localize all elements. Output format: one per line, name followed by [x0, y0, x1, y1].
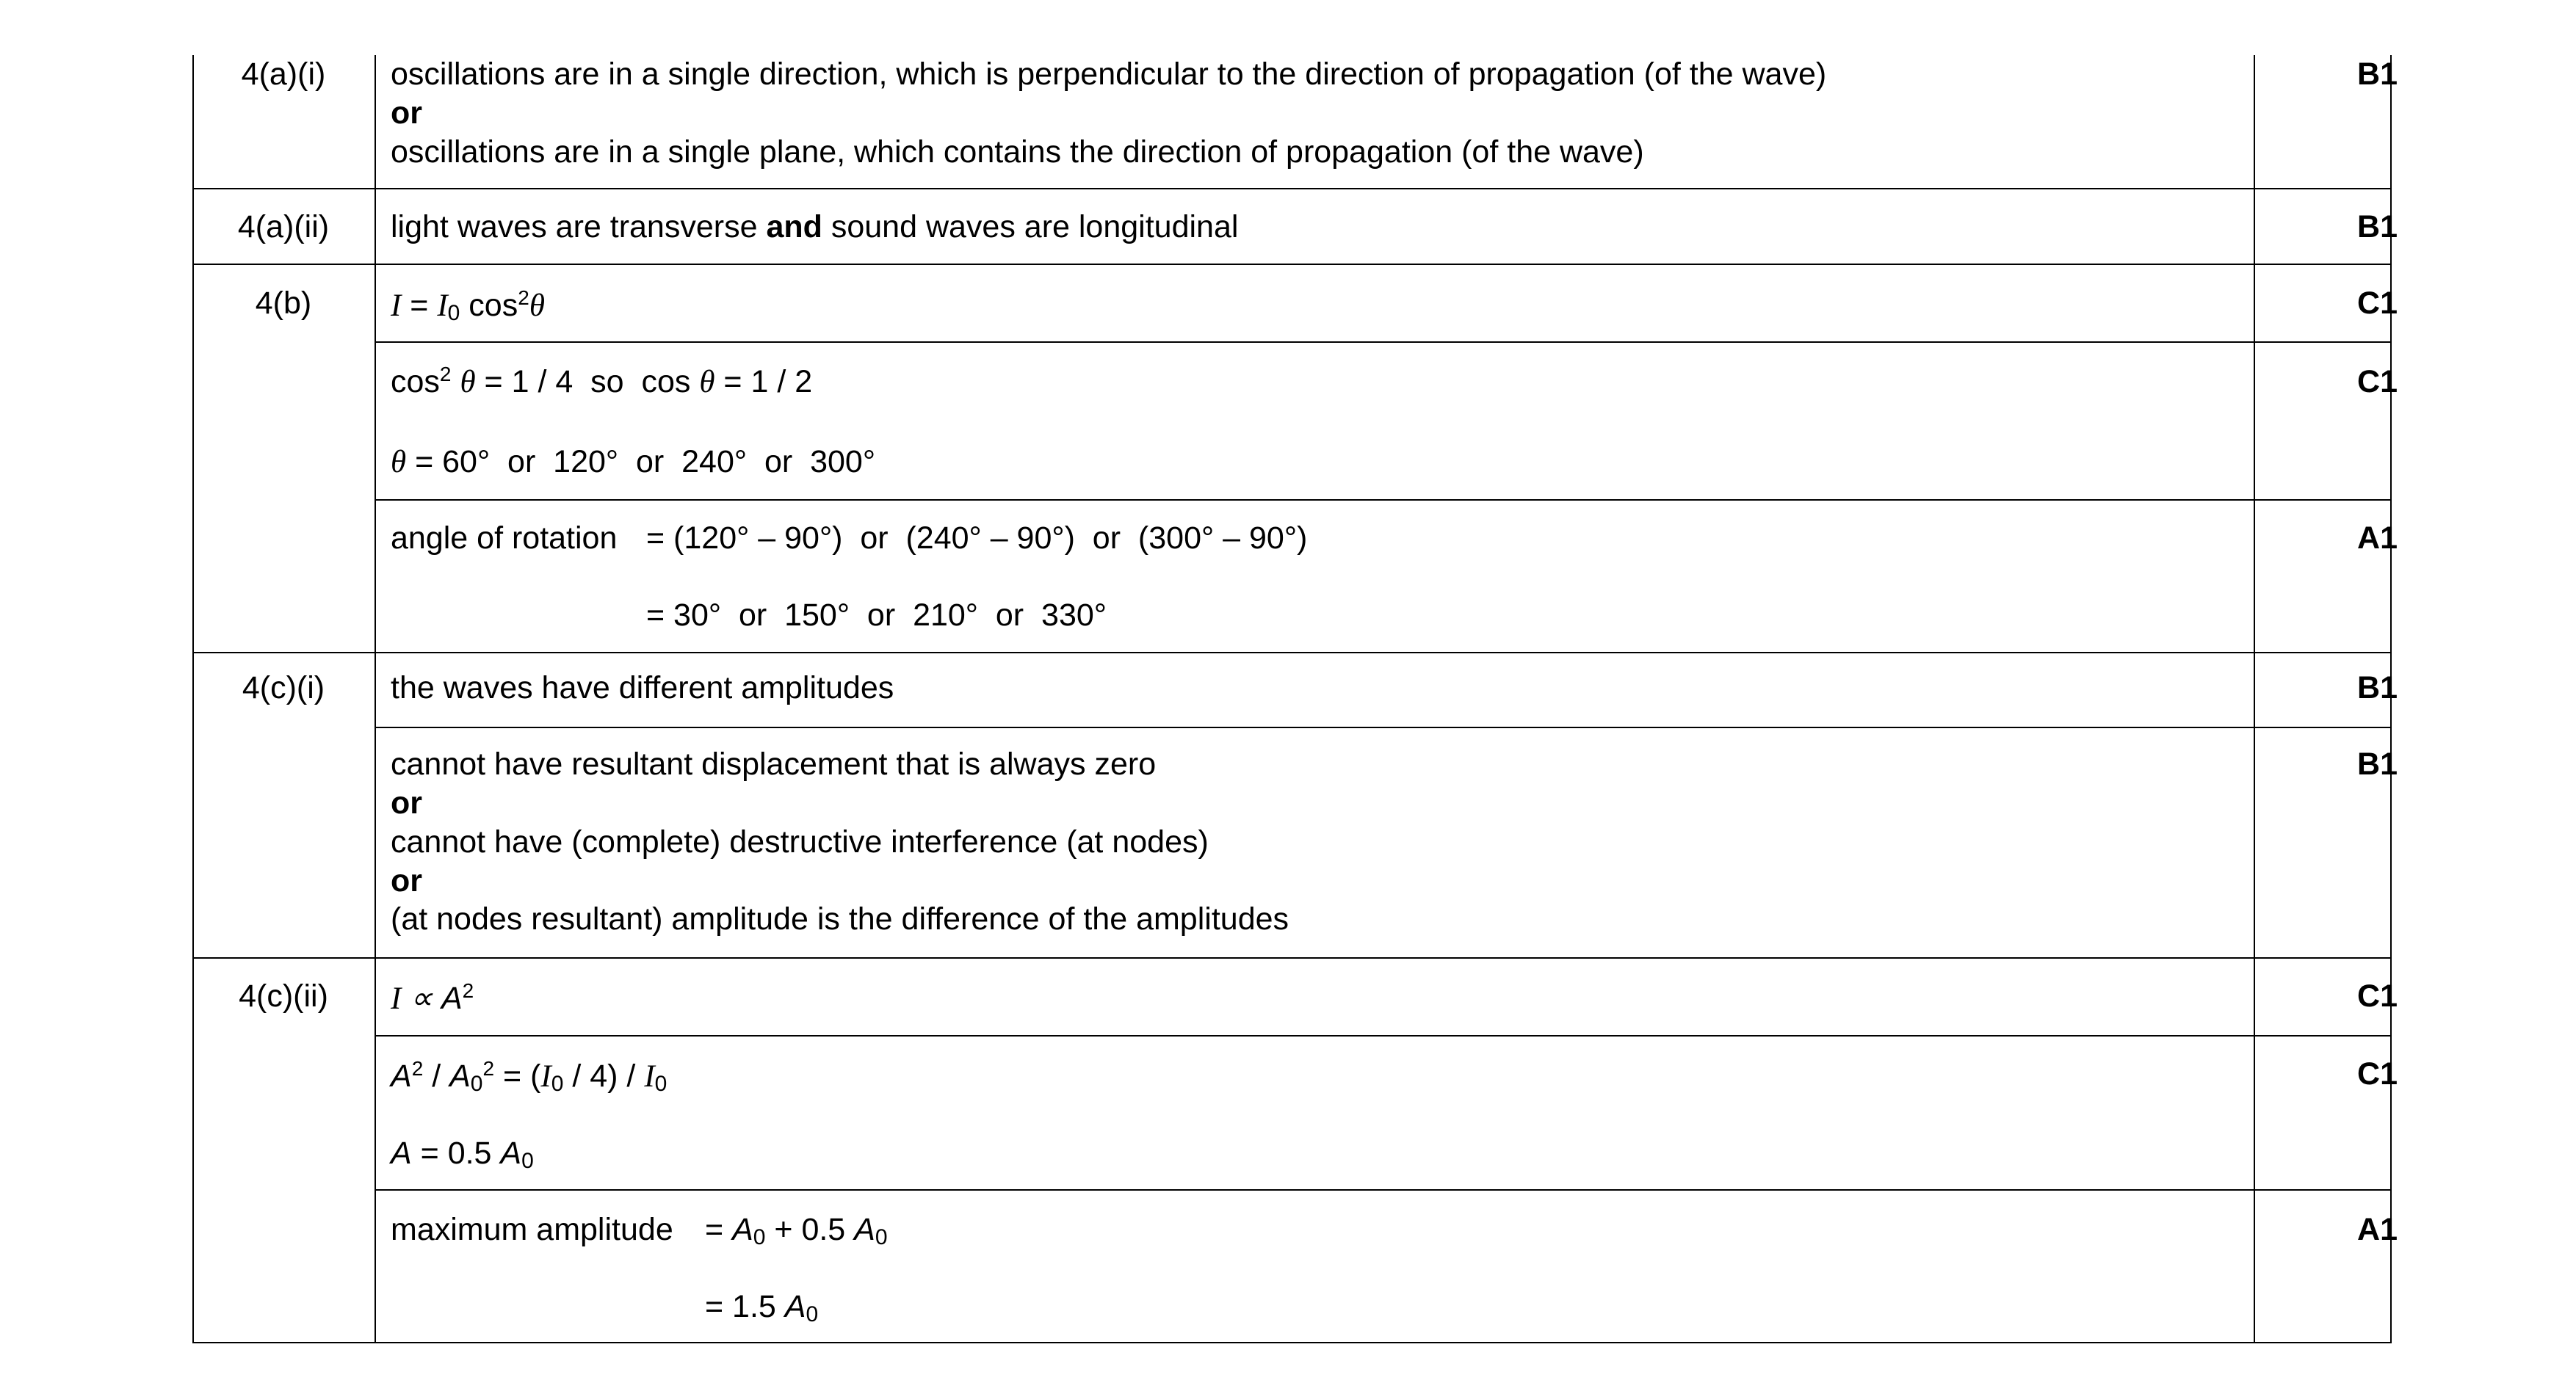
mark-code: A1 [2357, 520, 2398, 556]
row-subdivider [375, 727, 2392, 728]
or-connector: or [391, 785, 422, 821]
answer-text-part: sound waves are longitudinal [822, 209, 1239, 244]
max-amplitude-label: maximum amplitude [391, 1212, 673, 1247]
answer-text: oscillations are in a single plane, which contains the direction of propagation (of the wave) [391, 134, 1644, 170]
answer-text [391, 208, 1238, 246]
mark-code: C1 [2357, 286, 2398, 321]
formula-intensity-amplitude: $I \propto A^2$ [391, 979, 474, 1016]
working-line: $\cos^2 \theta = 1 / 4$ so cos θ = 1 / 2 [391, 363, 813, 399]
question-number: 4(b) [255, 286, 312, 321]
mark-code: B1 [2357, 670, 2398, 705]
row-divider [192, 957, 2392, 959]
answer-text-part: light waves are transverse [391, 209, 767, 244]
mark-code: B1 [2357, 209, 2398, 244]
max-amplitude-working: = $A_0 + 0.5$ $A_0$ [705, 1212, 888, 1249]
row-divider [192, 652, 2392, 653]
answer-text: cannot have resultant displacement that is always zero [391, 747, 1157, 782]
formula-intensity-cos: $I = I_0$ $\cos^2\theta$ [391, 286, 545, 325]
question-number: 4(a)(i) [241, 57, 326, 92]
working-text: + 0.5 [765, 1212, 855, 1247]
working-text: = 1 / 2 [723, 364, 813, 399]
max-amplitude-result: = 1.5 $A_0$ [705, 1289, 819, 1326]
amplitude-ratio: $A^2 / A_0^2 = (I_0 / 4) / I_0$ [391, 1057, 667, 1096]
rotation-label: angle of rotation [391, 520, 618, 556]
answer-text: the waves have different amplitudes [391, 670, 894, 705]
working-text: = 1 / 4 so cos [484, 364, 700, 399]
row-divider [192, 188, 2392, 189]
rotation-result: = 30° or 150° or 210° or 330° [646, 598, 1107, 633]
question-number: 4(c)(i) [242, 670, 325, 705]
mark-code: C1 [2357, 1056, 2398, 1092]
answer-text: (at nodes resultant) amplitude is the difference of the amplitudes [391, 901, 1289, 937]
row-divider [192, 264, 2392, 265]
column-divider [375, 55, 376, 1343]
answer-text: oscillations are in a single direction, which is perpendicular to the direction of propagation (of the wave) [391, 57, 1827, 92]
working-text: = 60° or 120° or 240° or 300° [415, 444, 876, 479]
row-subdivider [375, 341, 2392, 343]
row-subdivider [375, 1189, 2392, 1191]
working-line: θ = 60° or 120° or 240° or 300° [391, 444, 876, 479]
question-number: 4(c)(ii) [239, 979, 328, 1014]
column-divider [2254, 55, 2255, 1343]
amplitude-result: A = 0.5 $A_0$ [391, 1136, 534, 1173]
working-text: = 0.5 [420, 1136, 501, 1171]
question-number: 4(a)(ii) [237, 209, 330, 244]
row-subdivider [375, 1035, 2392, 1037]
mark-code: B1 [2357, 747, 2398, 782]
mark-code: C1 [2357, 979, 2398, 1014]
or-connector: or [391, 863, 422, 899]
mark-code: B1 [2357, 57, 2398, 92]
answer-text: cannot have (complete) destructive interference (at nodes) [391, 824, 1209, 860]
row-subdivider [375, 499, 2392, 501]
mark-code: C1 [2357, 364, 2398, 399]
rotation-working: = (120° – 90°) or (240° – 90°) or (300° – 90°) [646, 520, 1308, 556]
and-connector: and [766, 209, 822, 244]
mark-code: A1 [2357, 1212, 2398, 1247]
or-connector: or [391, 95, 422, 131]
table-bottom-border [192, 1342, 2392, 1343]
working-text: = 1.5 [705, 1289, 785, 1324]
